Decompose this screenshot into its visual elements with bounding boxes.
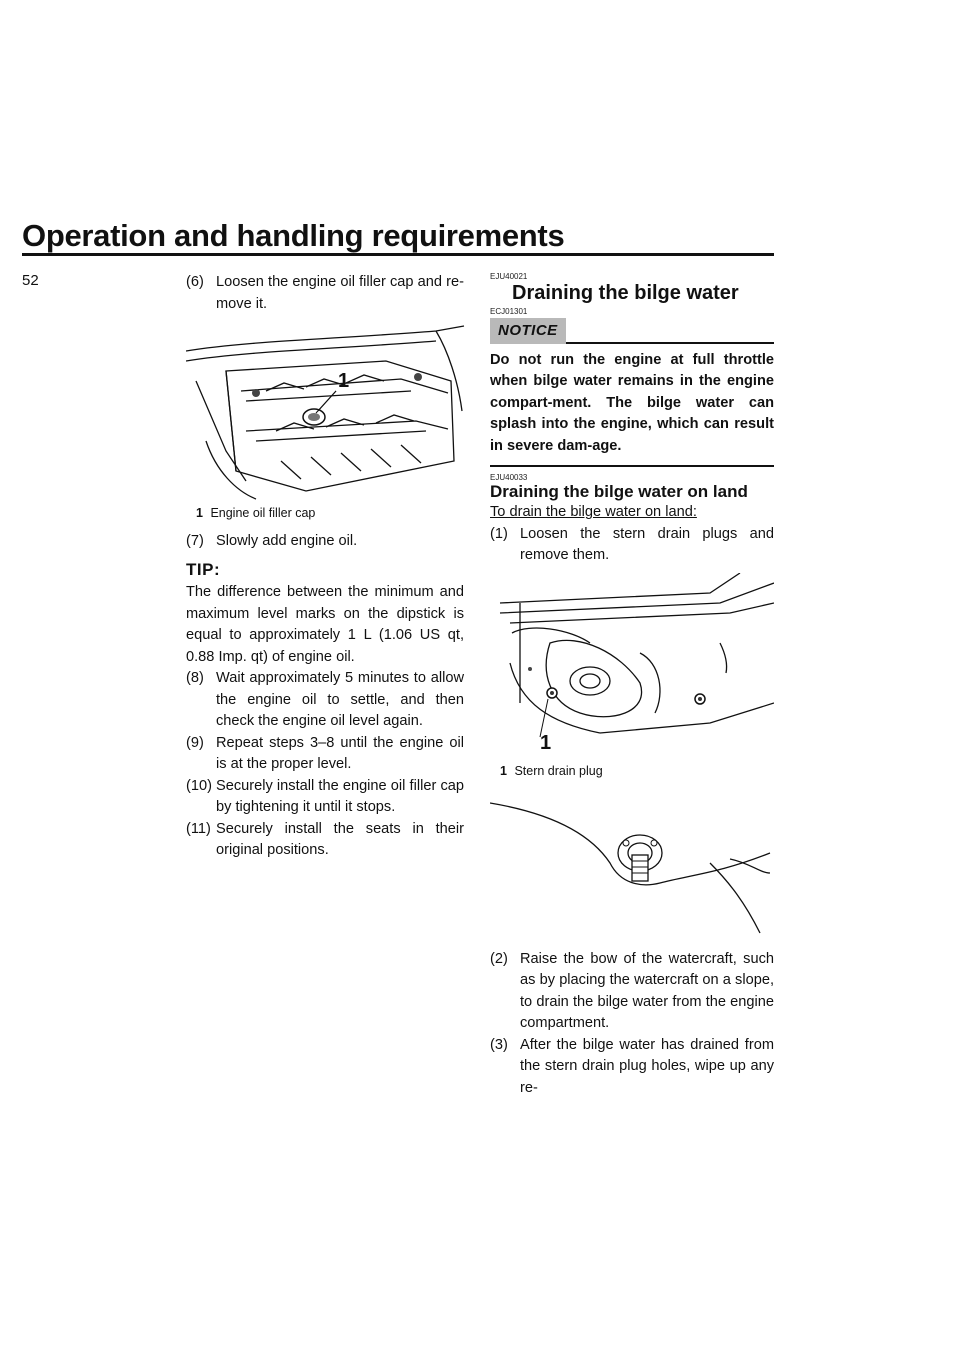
step-8 (186, 668, 464, 733)
step-3 (490, 1035, 774, 1100)
oil-filler-cap-icon (303, 409, 325, 425)
step-number: (11) (186, 820, 211, 837)
step-number: (3) (490, 1036, 508, 1053)
step-10 (186, 776, 464, 819)
reference-code: EJU40033 (490, 473, 528, 482)
step-text: Wait approximately 5 minutes to allow the engine oil to settle, and then check the engine oil level again. (216, 670, 464, 729)
caption-text: Engine oil filler cap (210, 506, 316, 520)
step-number: (8) (186, 670, 204, 686)
drain-plug-detail-figure (490, 793, 774, 943)
header-rule (22, 253, 774, 256)
drain-plug-icon (632, 855, 648, 881)
step-text: Securely install the seats in their original positions. (216, 820, 464, 858)
figure-caption (500, 763, 774, 779)
step-11 (186, 819, 464, 862)
stern-drain-plug-figure (490, 573, 774, 759)
step-number: (9) (186, 734, 204, 751)
page-number: 52 (22, 272, 39, 289)
drain-plug-icon (695, 694, 705, 704)
caption-number: 1 (500, 763, 507, 778)
watercraft-stern-illustration (490, 573, 774, 759)
notice-bottom-rule (490, 465, 774, 467)
figure-callout: 1 (540, 731, 552, 754)
reference-code: EJU40021 (490, 272, 528, 281)
step-text: Loosen the engine oil filler cap and re-move it. (216, 274, 464, 312)
left-column (186, 272, 464, 862)
section-title: Draining the bilge water (512, 282, 739, 304)
engine-oil-filler-cap-figure (186, 321, 466, 501)
figure-callout: 1 (338, 370, 350, 392)
step-6 (186, 272, 464, 315)
step-9 (186, 733, 464, 776)
procedure-intro: To drain the bilge water on land: (490, 504, 697, 520)
step-text: Repeat steps 3–8 until the engine oil is at the proper level. (216, 734, 464, 772)
step-number: (7) (186, 533, 204, 549)
step-2 (490, 949, 774, 1035)
step-number: (2) (490, 950, 508, 967)
notice-header (490, 318, 774, 344)
step-text: Slowly add engine oil. (216, 533, 358, 549)
right-column (490, 272, 774, 1099)
subsection-title: Draining the bilge water on land (490, 482, 748, 501)
step-1 (490, 524, 774, 567)
drain-plug-detail-illustration (490, 793, 774, 943)
engine-illustration (186, 321, 466, 501)
step-number: (6) (186, 274, 204, 290)
notice-text: Do not run the engine at full throttle when bilge water remains in the engine compart-ment. The bilge water can splash into the engine, which can result in severe dam-age. (490, 351, 774, 454)
step-text: After the bilge water has drained from the stern drain plug holes, wipe up any re- (520, 1036, 774, 1096)
step-text: Securely install the engine oil filler cap by tightening it until it stops. (216, 777, 464, 815)
figure-caption (196, 505, 464, 521)
reference-code: ECJ01301 (490, 307, 528, 316)
caption-text: Stern drain plug (514, 763, 603, 778)
step-number: (1) (490, 525, 508, 542)
step-number: (10) (186, 777, 212, 794)
drain-plug-icon (547, 688, 557, 698)
page-title: Operation and handling requirements (22, 218, 565, 253)
caption-number: 1 (196, 506, 203, 520)
step-text: Raise the bow of the watercraft, such as by placing the watercraft on a slope, to drain the bilge water from the engine compartment. (520, 950, 774, 1031)
notice-rule (566, 342, 774, 344)
step-text: Loosen the stern drain plugs and remove them. (520, 525, 774, 563)
tip-text: The difference between the minimum and maximum level marks on the dipstick is equal to approximately 1 L (1.06 US qt, 0.88 Imp. qt) of engine oil. (186, 584, 464, 665)
tip-title: TIP: (186, 559, 221, 579)
notice-badge: NOTICE (490, 318, 566, 344)
step-7 (186, 531, 464, 553)
